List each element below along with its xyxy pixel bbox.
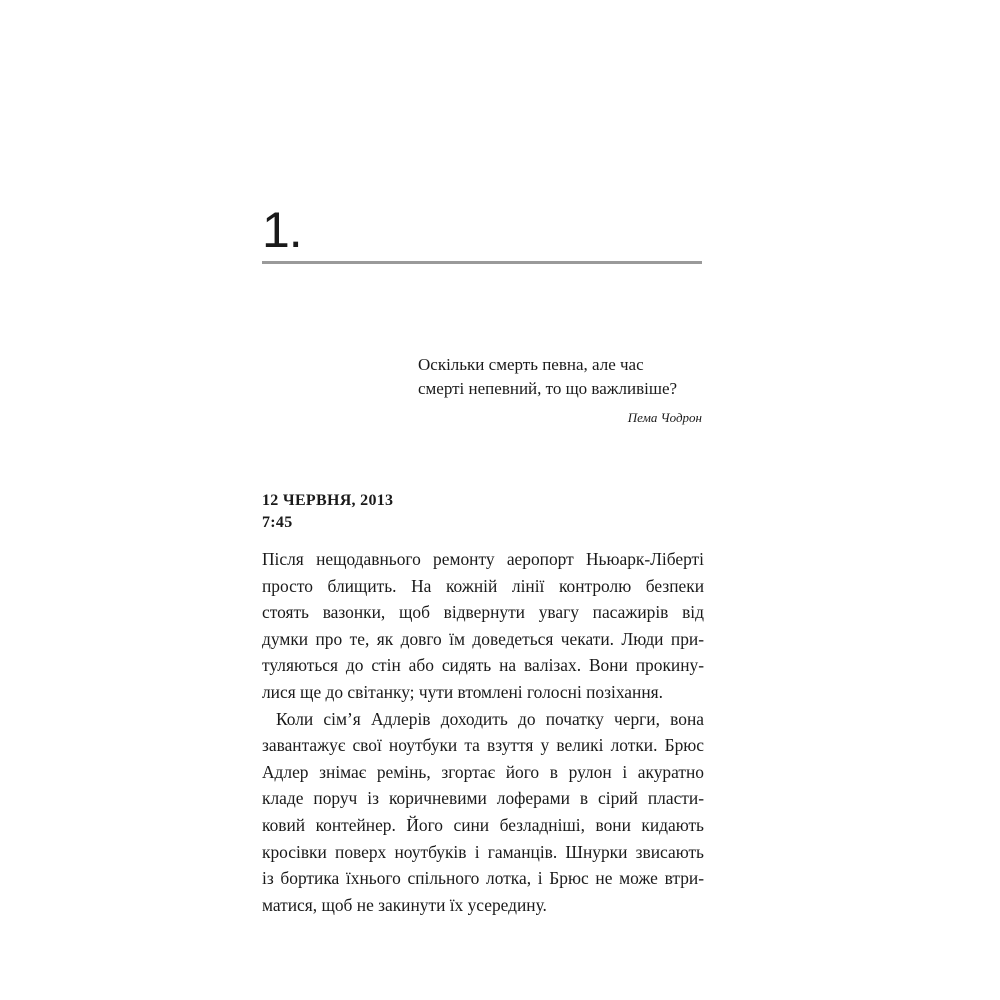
body-line: Адлер знімає ремінь, згортає його в рулон і акуратно <box>262 761 704 782</box>
dateline <box>262 490 393 534</box>
body-line: із бортика їхнього спільного лотка, і Брюс не може втри- <box>262 868 704 889</box>
body-line: кросівки поверх ноутбуків і гаманців. Шнурки звисають <box>262 841 704 862</box>
body-line: стоять вазонки, щоб відвернути увагу пасажирів від <box>262 602 704 623</box>
epigraph <box>418 353 708 401</box>
dateline-date: 12 ЧЕРВНЯ, 2013 <box>262 492 394 509</box>
body-line: Коли сім’я Адлерів доходить до початку черги, вона <box>276 708 704 729</box>
body-line: кладе поруч із коричневими лоферами в сірий пласти- <box>262 788 704 809</box>
body-line: завантажує свої ноутбуки та взуття у великі лотки. Брюс <box>262 735 704 756</box>
body-line: туляються до стін або сидять на валізах. Вони прокину- <box>262 655 704 676</box>
epigraph-line: Оскільки смерть певна, але час <box>418 355 644 374</box>
body-line: ковий контейнер. Його сини безладніші, вони кидають <box>262 814 704 835</box>
body-text <box>262 546 704 918</box>
body-line: думки про те, як довго їм доведеться чекати. Люди при- <box>262 628 704 649</box>
body-line: просто блищить. На кожній лінії контролю безпеки <box>262 575 704 596</box>
chapter-number: 1. <box>262 202 302 258</box>
dateline-time: 7:45 <box>262 514 293 531</box>
body-line: Після нещодавнього ремонту аеропорт Ньюарк-Ліберті <box>262 549 704 569</box>
body-line: лися ще до світанку; чути втомлені голосні позіхання. <box>262 681 663 702</box>
epigraph-author: Пема Чодрон <box>627 410 702 425</box>
body-line: матися, щоб не закинути їх усередину. <box>262 894 547 915</box>
epigraph-line: смерті непевний, то що важливіше? <box>418 379 678 398</box>
chapter-divider <box>262 261 702 264</box>
